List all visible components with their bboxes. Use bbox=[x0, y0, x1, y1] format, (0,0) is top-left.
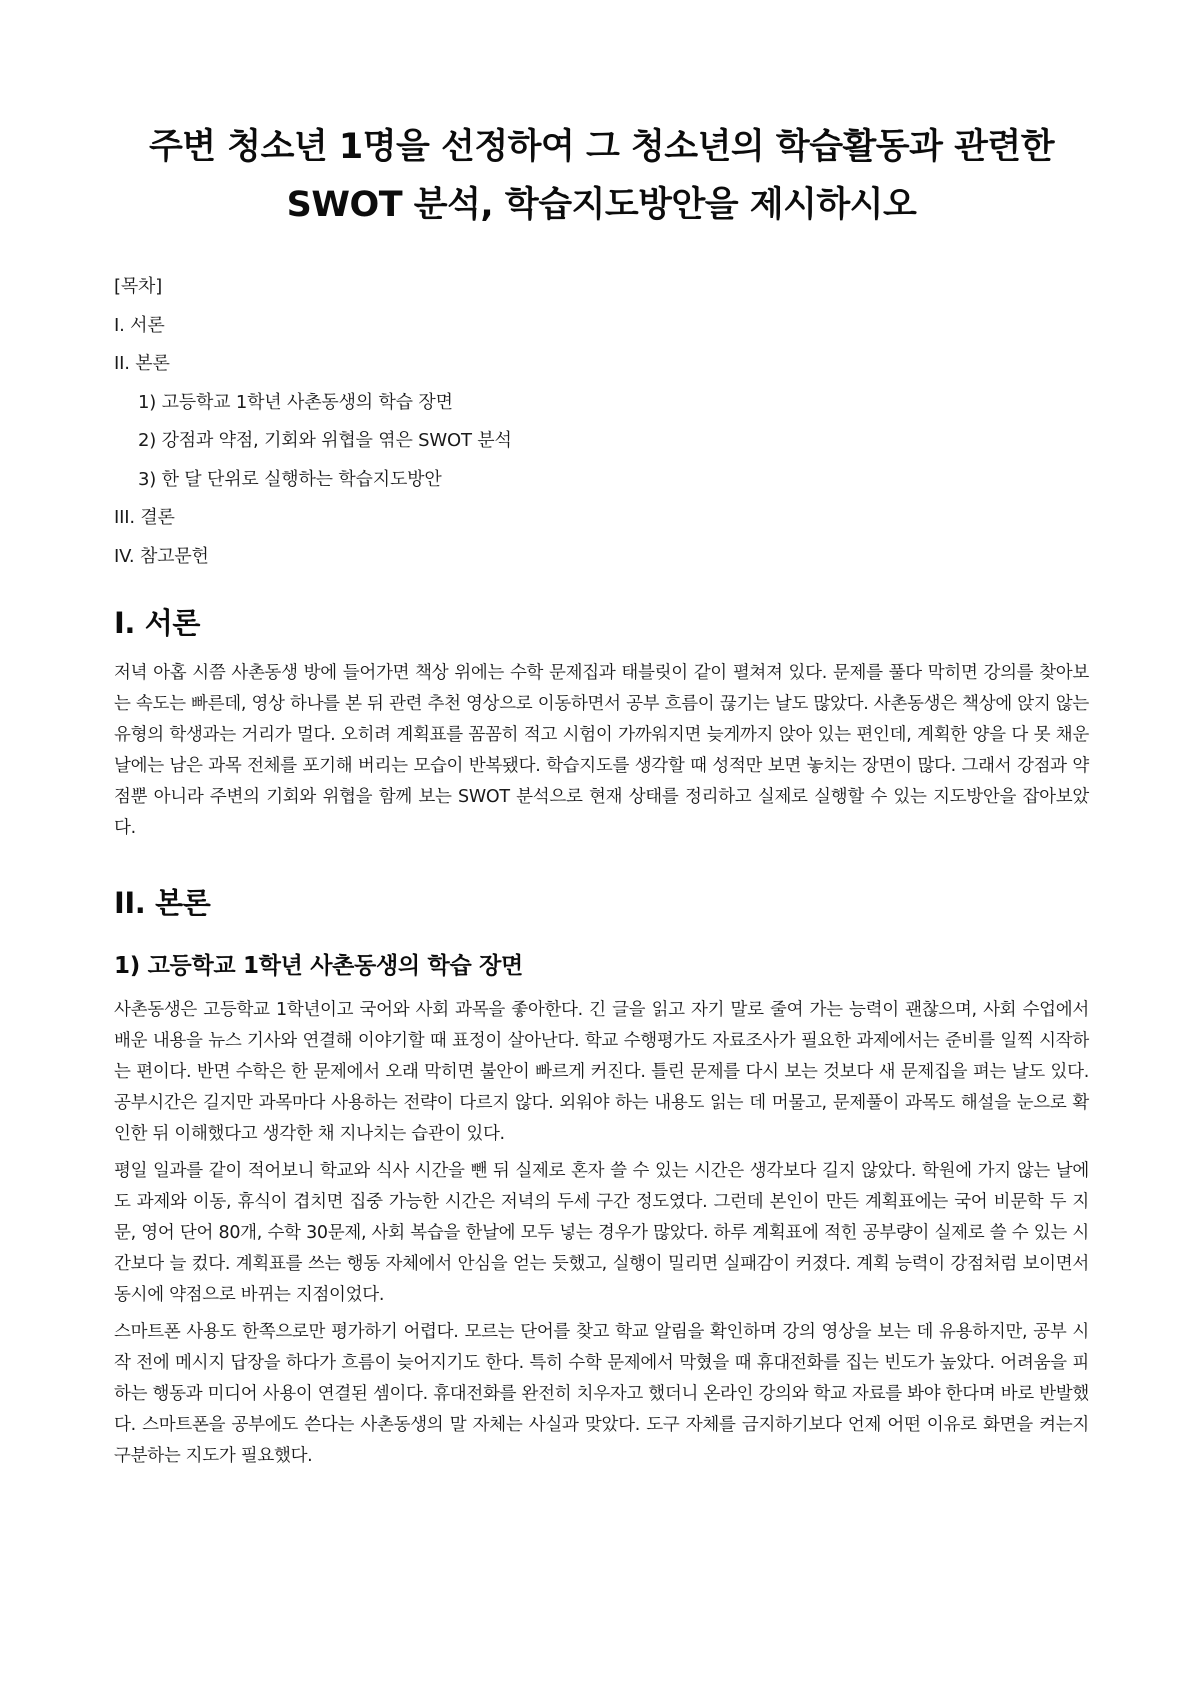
toc-subitem-learning-scene: 1) 고등학교 1학년 사촌동생의 학습 장면 bbox=[138, 391, 453, 413]
body-heading: II. 본론 bbox=[114, 886, 211, 920]
toc-subitem-guidance-plan: 3) 한 달 단위로 실행하는 학습지도방안 bbox=[138, 468, 442, 490]
introduction-heading: I. 서론 bbox=[114, 606, 200, 640]
toc-item-conclusion: III. 결론 bbox=[114, 507, 175, 528]
toc-item-body: II. 본론 bbox=[114, 353, 170, 374]
section1-paragraph: 평일 일과를 같이 적어보니 학교와 식사 시간을 뺀 뒤 실제로 혼자 쓸 수 있는 시간은 생각보다 길지 않았다. 학원에 가지 않는 날에도 과제와 이동, 휴식이 겹치면 집중 가능한 시간은 저녁의 두세 구간 정도였다. 그런데 본인이 만든 계획표에는 국어 비문학 두 지문, 영어 단어 80개, 수학 30문제, 사회 복습을 한날에 모두 넣는 경우가 많았다. 하루 계획표에 적힌 공부량이 실제로 쓸 수 있는 시간보다 늘 컸다. 계획표를 쓰는 행동 자체에서 안심을 얻는 듯했고, 실행이 밀리면 실패감이 커졌다. 계획 능력이 강점처럼 보이면서 동시에 약점으로 바뀌는 지점이었다. bbox=[114, 1161, 1089, 1305]
document-title: 주변 청소년 1명을 선정하여 그 청소년의 학습활동과 관련한 SWOT 분석, 학습지도방안을 제시하시오 bbox=[148, 127, 1055, 225]
toc-item-introduction: I. 서론 bbox=[114, 314, 165, 336]
section1-paragraph: 사촌동생은 고등학교 1학년이고 국어와 사회 과목을 좋아한다. 긴 글을 읽고 자기 말로 줄여 가는 능력이 괜찮으며, 사회 수업에서 배운 내용을 뉴스 기사와 연결해 이야기할 때 표정이 살아난다. 학교 수행평가도 자료조사가 필요한 과제에서는 준비를 일찍 시작하는 편이다. 반면 수학은 한 문제에서 오래 막히면 불안이 빠르게 커진다. 틀린 문제를 다시 보는 것보다 새 문제집을 펴는 날도 있다. 공부시간은 길지만 과목마다 사용하는 전략이 다르지 않다. 외워야 하는 내용도 읽는 데 머물고, 문제풀이 과목도 해설을 눈으로 확인한 뒤 이해했다고 생각한 채 지나치는 습관이 있다. bbox=[114, 1000, 1089, 1144]
table-of-contents bbox=[114, 268, 1089, 576]
toc-subitem-swot-analysis: 2) 강점과 약점, 기회와 위협을 엮은 SWOT 분석 bbox=[138, 430, 512, 451]
toc-item-references: IV. 참고문헌 bbox=[114, 545, 209, 567]
section1-heading: 1) 고등학교 1학년 사촌동생의 학습 장면 bbox=[114, 953, 523, 979]
introduction-paragraph: 저녁 아홉 시쯤 사촌동생 방에 들어가면 책상 위에는 수학 문제집과 태블릿이 같이 펼쳐져 있다. 문제를 풀다 막히면 강의를 찾아보는 속도는 빠른데, 영상 하나를 본 뒤 관련 추천 영상으로 이동하면서 공부 흐름이 끊기는 날도 많았다. 사촌동생은 책상에 앉지 않는 유형의 학생과는 거리가 멀다. 오히려 계획표를 꼼꼼히 적고 시험이 가까워지면 늦게까지 앉아 있는 편인데, 계획한 양을 다 못 채운 날에는 남은 과목 전체를 포기해 버리는 모습이 반복됐다. 학습지도를 생각할 때 성적만 보면 놓치는 장면이 많다. 그래서 강점과 약점뿐 아니라 주변의 기회와 위협을 함께 보는 SWOT 분석으로 현재 상태를 정리하고 실제로 실행할 수 있는 지도방안을 잡아보았다. bbox=[114, 663, 1089, 838]
toc-header: [목차] bbox=[114, 276, 163, 297]
section1-paragraph: 스마트폰 사용도 한쪽으로만 평가하기 어렵다. 모르는 단어를 찾고 학교 알림을 확인하며 강의 영상을 보는 데 유용하지만, 공부 시작 전에 메시지 답장을 하다가 흐름이 늦어지기도 한다. 특히 수학 문제에서 막혔을 때 휴대전화를 집는 빈도가 높았다. 어려움을 피하는 행동과 미디어 사용이 연결된 셈이다. 휴대전화를 완전히 치우자고 했더니 온라인 강의와 학교 자료를 봐야 한다며 바로 반발했다. 스마트폰을 공부에도 쓴다는 사촌동생의 말 자체는 사실과 맞았다. 도구 자체를 금지하기보다 언제 어떤 이유로 화면을 켜는지 구분하는 지도가 필요했다. bbox=[114, 1322, 1089, 1466]
